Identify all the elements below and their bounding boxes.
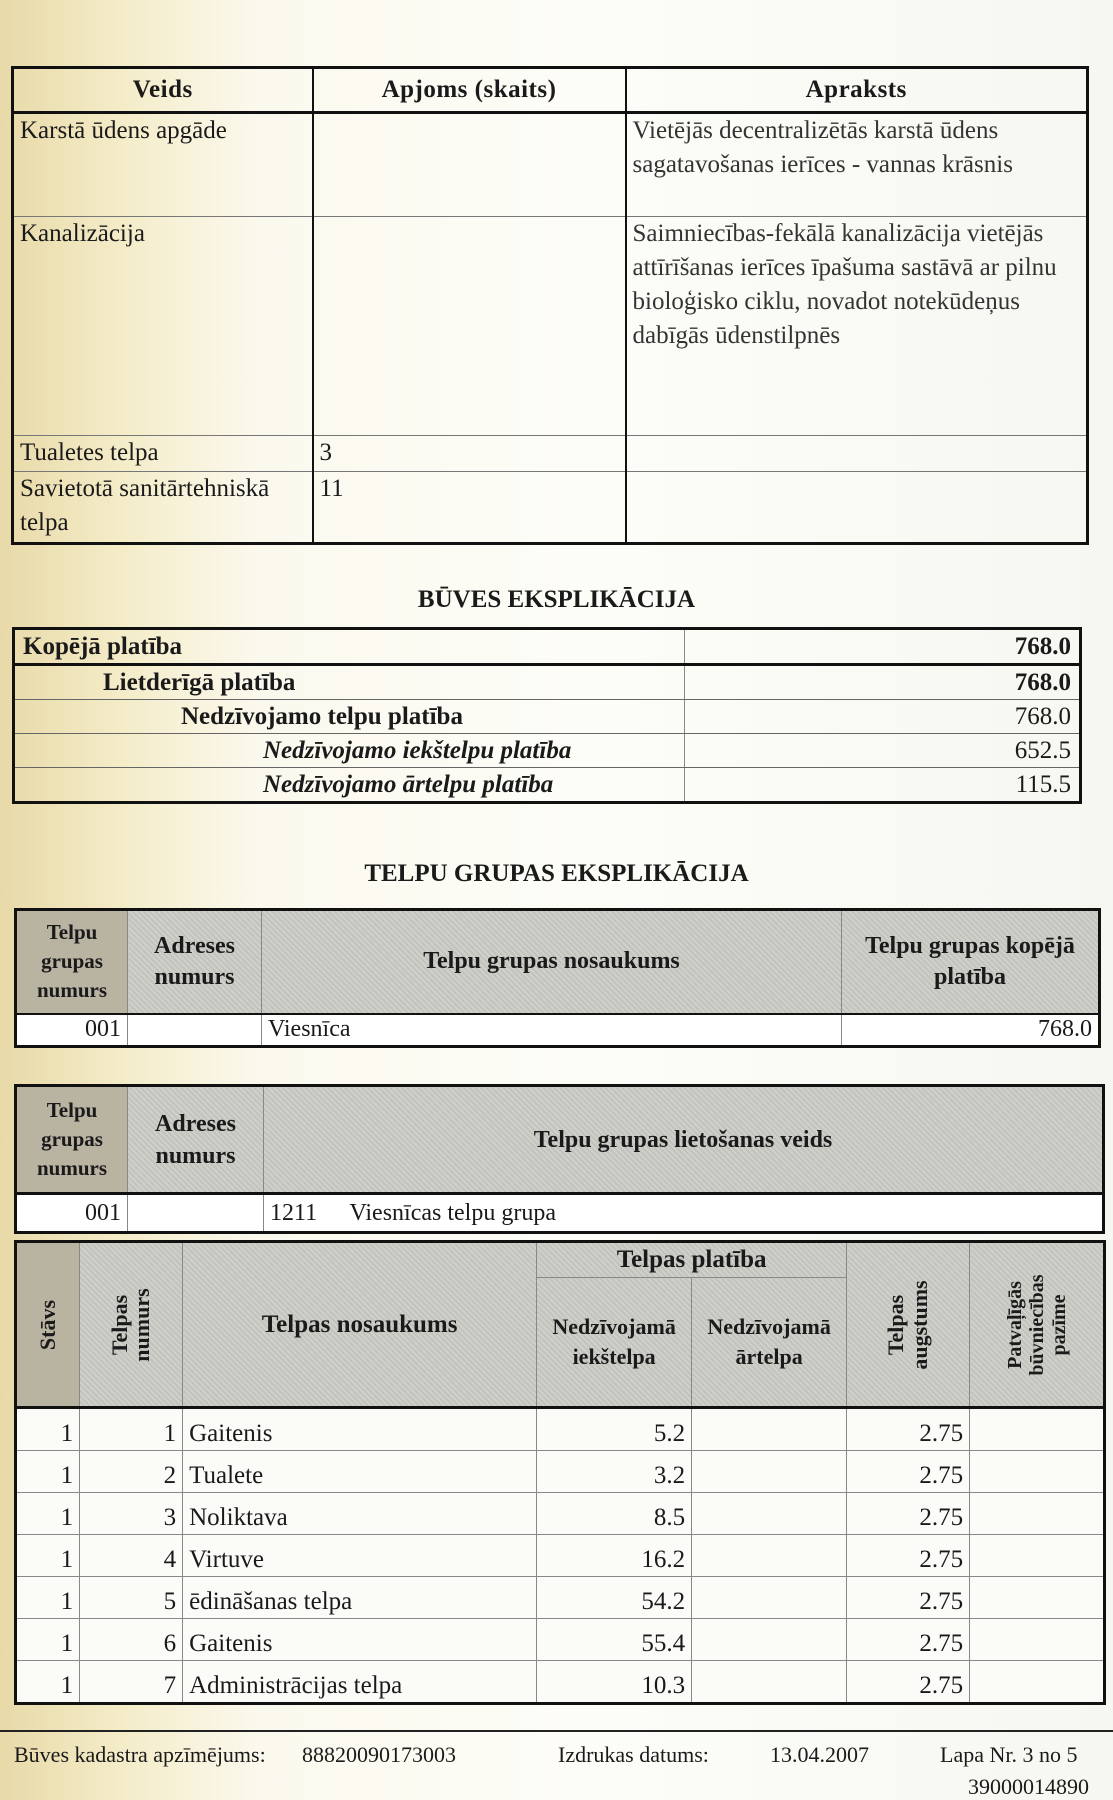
- utility-amount: 3: [313, 436, 626, 472]
- building-explication-table: [12, 627, 1082, 804]
- header-room-name: Telpas nosaukums: [183, 1242, 537, 1408]
- room-name: Noliktava: [183, 1493, 537, 1535]
- room-indoor-area: 10.3: [537, 1661, 692, 1704]
- room-number: 3: [80, 1493, 183, 1535]
- room-group-use-table: [14, 1084, 1105, 1234]
- utility-amount: 11: [313, 472, 626, 544]
- room-unauthorized-mark: [970, 1535, 1105, 1577]
- header-group-number: Telpu grupas numurs: [16, 910, 128, 1014]
- room-floor: 1: [16, 1661, 80, 1704]
- rooms-header-row: [16, 1242, 1105, 1278]
- room-height: 2.75: [847, 1577, 970, 1619]
- room-height: 2.75: [847, 1619, 970, 1661]
- utility-amount: [313, 217, 626, 436]
- room-number: 1: [80, 1408, 183, 1451]
- table-row: [14, 768, 1081, 803]
- use-code: 1211: [270, 1199, 318, 1226]
- table-row: [16, 1408, 1105, 1451]
- group-number: 001: [16, 1014, 128, 1047]
- room-floor: 1: [16, 1535, 80, 1577]
- header-outdoor: Nedzīvojamā ārtelpa: [692, 1278, 847, 1408]
- header-group-number: Telpu grupas numurs: [16, 1086, 128, 1194]
- room-height: 2.75: [847, 1451, 970, 1493]
- room-outdoor-area: [692, 1577, 847, 1619]
- cadastre-value: 88820090173003: [302, 1742, 456, 1767]
- table-row: [16, 1661, 1105, 1704]
- utility-type: Tualetes telpa: [13, 436, 313, 472]
- table-row: [13, 472, 1088, 544]
- room-outdoor-area: [692, 1535, 847, 1577]
- utilities-header-row: [13, 68, 1088, 113]
- room-indoor-area: 55.4: [537, 1619, 692, 1661]
- room-unauthorized-mark: [970, 1661, 1105, 1704]
- room-floor: 1: [16, 1577, 80, 1619]
- address-number: [128, 1014, 262, 1047]
- area-value: 652.5: [685, 734, 1081, 768]
- table-row: [16, 1194, 1104, 1233]
- header-floor: Stāvs: [16, 1242, 80, 1408]
- room-outdoor-area: [692, 1408, 847, 1451]
- utilities-table: [11, 66, 1089, 545]
- room-indoor-area: 16.2: [537, 1535, 692, 1577]
- table-row: [16, 1577, 1105, 1619]
- room-height: 2.75: [847, 1493, 970, 1535]
- document-number: 39000014890: [968, 1774, 1089, 1799]
- room-name: Gaitenis: [183, 1619, 537, 1661]
- room-floor: 1: [16, 1619, 80, 1661]
- room-indoor-area: 54.2: [537, 1577, 692, 1619]
- room-outdoor-area: [692, 1451, 847, 1493]
- group-name: Viesnīca: [262, 1014, 842, 1047]
- room-unauthorized-mark: [970, 1577, 1105, 1619]
- room-height: 2.75: [847, 1535, 970, 1577]
- room-name: Tualete: [183, 1451, 537, 1493]
- area-label: Nedzīvojamo iekštelpu platība: [14, 734, 685, 768]
- room-floor: 1: [16, 1408, 80, 1451]
- table-row: [16, 1619, 1105, 1661]
- group-number: 001: [16, 1194, 128, 1233]
- area-value: 768.0: [685, 700, 1081, 734]
- table-row: [14, 734, 1081, 768]
- room-unauthorized-mark: [970, 1408, 1105, 1451]
- area-value: 768.0: [685, 665, 1081, 700]
- area-label: Kopējā platība: [14, 629, 685, 665]
- room-height: 2.75: [847, 1408, 970, 1451]
- table-row: [16, 1451, 1105, 1493]
- room-name: ēdināšanas telpa: [183, 1577, 537, 1619]
- header-area-group: Telpas platība: [537, 1242, 847, 1278]
- table-row: [13, 217, 1088, 436]
- header-type: Veids: [13, 68, 313, 113]
- room-group-explication-title: TELPU GRUPAS EKSPLIKĀCIJA: [364, 860, 749, 887]
- rooms-body: [16, 1408, 1105, 1704]
- use-name: Viesnīcas telpu grupa: [344, 1194, 1104, 1233]
- room-unauthorized-mark: [970, 1493, 1105, 1535]
- utility-description: Saimniecības-fekālā kanalizācija vietējās attīrīšanas ierīces īpašuma sastāvā ar pilnu bioloģisko ciklu, novadot notekūdeņus dabīgās ūdenstilpnēs: [626, 217, 1088, 436]
- header-amount: Apjoms (skaits): [313, 68, 626, 113]
- table-row: [14, 700, 1081, 734]
- room-name: Administrācijas telpa: [183, 1661, 537, 1704]
- room-number: 5: [80, 1577, 183, 1619]
- room-group-table: [14, 908, 1101, 1048]
- print-date-value: 13.04.2007: [770, 1742, 869, 1767]
- table-row: [14, 665, 1081, 700]
- room-name: Gaitenis: [183, 1408, 537, 1451]
- table-row: [13, 113, 1088, 217]
- table-row: [14, 629, 1081, 665]
- rooms-table: [14, 1240, 1106, 1705]
- table-row: [16, 1014, 1100, 1047]
- header-address-number: Adreses numurs: [128, 1086, 264, 1194]
- header-group-total-area: Telpu grupas kopējā platība: [842, 910, 1100, 1014]
- room-number: 4: [80, 1535, 183, 1577]
- room-group-use-header-row: [16, 1086, 1104, 1194]
- print-date-label: Izdrukas datums:: [558, 1742, 709, 1767]
- room-indoor-area: 3.2: [537, 1451, 692, 1493]
- page-number: Lapa Nr. 3 no 5: [940, 1742, 1078, 1767]
- room-number: 7: [80, 1661, 183, 1704]
- address-number: [128, 1194, 264, 1233]
- header-description: Apraksts: [626, 68, 1088, 113]
- group-total-area: 768.0: [842, 1014, 1100, 1047]
- area-label: Nedzīvojamo ārtelpu platība: [14, 768, 685, 803]
- cadastre-label: Būves kadastra apzīmējums:: [14, 1742, 266, 1767]
- header-address-number: Adreses numurs: [128, 910, 262, 1014]
- building-explication-title: BŪVES EKSPLIKĀCIJA: [417, 586, 696, 613]
- room-unauthorized-mark: [970, 1451, 1105, 1493]
- area-value: 115.5: [685, 768, 1081, 803]
- header-group-name: Telpu grupas nosaukums: [262, 910, 842, 1014]
- area-label: Nedzīvojamo telpu platība: [14, 700, 685, 734]
- room-unauthorized-mark: [970, 1619, 1105, 1661]
- room-number: 6: [80, 1619, 183, 1661]
- header-unauthorized-mark: Patvaļīgās būvniecības pazīme: [970, 1242, 1105, 1408]
- header-room-number: Telpas numurs: [80, 1242, 183, 1408]
- room-outdoor-area: [692, 1493, 847, 1535]
- table-row: [16, 1493, 1105, 1535]
- footer-divider: [0, 1730, 1113, 1732]
- area-value: 768.0: [685, 629, 1081, 665]
- utility-type: Savietotā sanitārtehniskā telpa: [13, 472, 313, 544]
- room-outdoor-area: [692, 1661, 847, 1704]
- utility-type: Karstā ūdens apgāde: [13, 113, 313, 217]
- room-group-header-row: [16, 910, 1100, 1014]
- utility-description: [626, 436, 1088, 472]
- utility-amount: [313, 113, 626, 217]
- utility-description: [626, 472, 1088, 544]
- room-floor: 1: [16, 1493, 80, 1535]
- area-label: Lietderīgā platība: [14, 665, 685, 700]
- room-indoor-area: 8.5: [537, 1493, 692, 1535]
- table-row: [13, 436, 1088, 472]
- room-outdoor-area: [692, 1619, 847, 1661]
- header-use-type: Telpu grupas lietošanas veids: [264, 1086, 1104, 1194]
- room-height: 2.75: [847, 1661, 970, 1704]
- header-indoor: Nedzīvojamā iekštelpa: [537, 1278, 692, 1408]
- room-floor: 1: [16, 1451, 80, 1493]
- utility-type: Kanalizācija: [13, 217, 313, 436]
- room-name: Virtuve: [183, 1535, 537, 1577]
- room-number: 2: [80, 1451, 183, 1493]
- table-row: [16, 1535, 1105, 1577]
- utility-description: Vietējās decentralizētās karstā ūdens sagatavošanas ierīces - vannas krāsnis: [626, 113, 1088, 217]
- header-height: Telpas augstums: [847, 1242, 970, 1408]
- room-indoor-area: 5.2: [537, 1408, 692, 1451]
